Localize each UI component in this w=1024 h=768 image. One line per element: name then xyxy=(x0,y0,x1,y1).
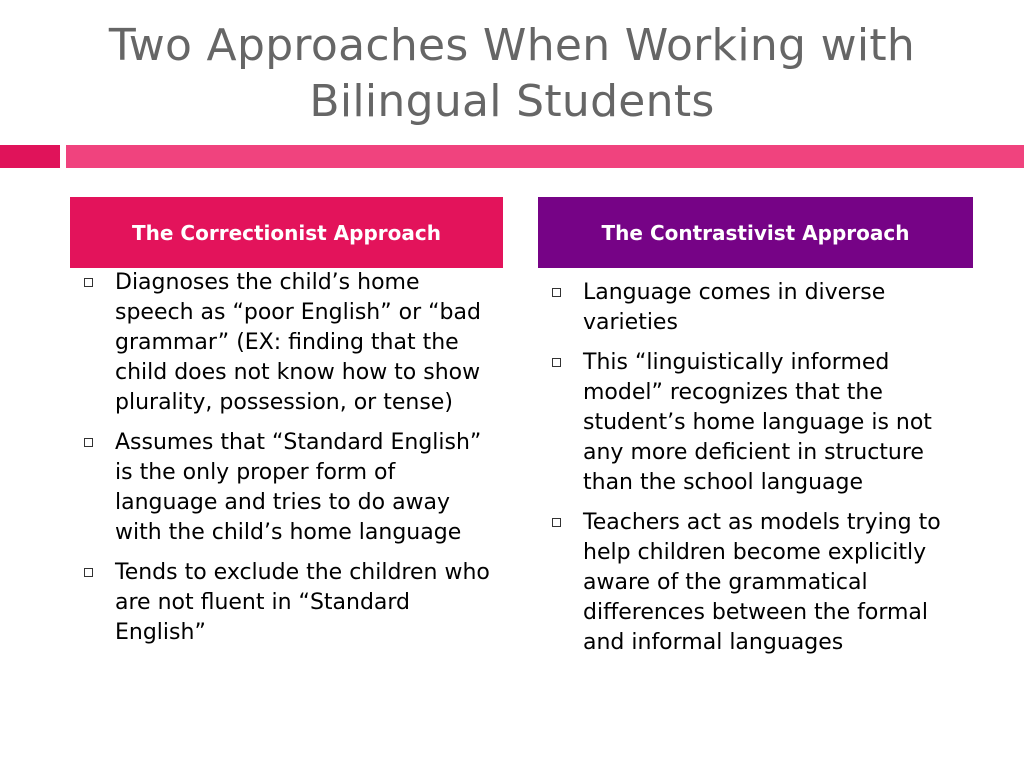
correctionist-bullet-1 xyxy=(78,268,498,418)
correctionist-bullet-2 xyxy=(78,428,498,548)
correctionist-bullet-2-text: Assumes that “Standard English” is the only proper form of language and tries to do away with the child’s home language xyxy=(115,430,482,545)
contrastivist-bullet-2 xyxy=(546,348,966,498)
contrastivist-bullet-1 xyxy=(546,278,966,338)
contrastivist-header: The Contrastivist Approach xyxy=(538,197,973,268)
contrastivist-bullet-1-text: Language comes in diverse varieties xyxy=(583,280,886,335)
correctionist-bullet-3 xyxy=(78,558,498,648)
correctionist-bullet-list xyxy=(78,268,498,658)
hollow-square-bullet-icon xyxy=(552,288,561,297)
correctionist-header: The Correctionist Approach xyxy=(70,197,503,268)
slide-title: Two Approaches When Working with Bilingual Students xyxy=(108,20,916,127)
contrastivist-bullet-3 xyxy=(546,508,966,658)
hollow-square-bullet-icon xyxy=(84,278,93,287)
hollow-square-bullet-icon xyxy=(552,358,561,367)
hollow-square-bullet-icon xyxy=(84,438,93,447)
correctionist-bullet-1-text: Diagnoses the child’s home speech as “poor English” or “bad grammar” (EX: finding that the child does not know how to show plurality, possession, or tense) xyxy=(115,270,481,415)
correctionist-bullet-3-text: Tends to exclude the children who are not fluent in “Standard English” xyxy=(115,560,490,645)
contrastivist-bullet-2-text: This “linguistically informed model” recognizes that the student’s home language is not any more deficient in structure than the school language xyxy=(583,350,932,495)
accent-bar-right xyxy=(66,145,1024,168)
contrastivist-bullet-list xyxy=(546,278,966,668)
hollow-square-bullet-icon xyxy=(552,518,561,527)
hollow-square-bullet-icon xyxy=(84,568,93,577)
accent-bar-left xyxy=(0,145,60,168)
contrastivist-bullet-3-text: Teachers act as models trying to help children become explicitly aware of the grammatical differences between the formal and informal languages xyxy=(583,510,941,655)
